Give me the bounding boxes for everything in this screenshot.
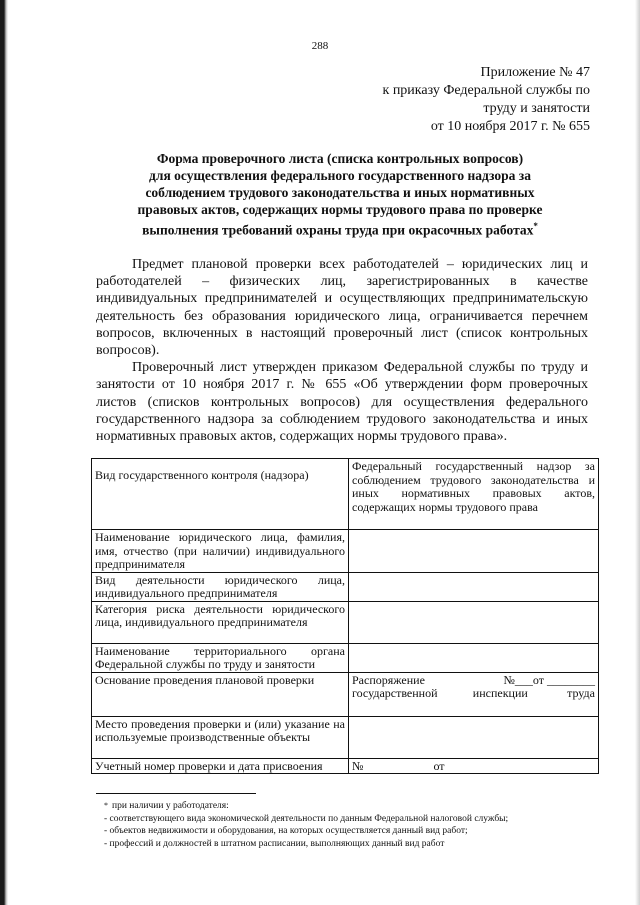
appendix-line-2: к приказу Федеральной службы по: [382, 83, 590, 98]
paragraph-subject: Предмет плановой проверки всех работодателей – юридических лиц и работодателей – физических лиц, зарегистрированных в качестве индивидуальных предпринимателей и осуществляющих предпринимательскую деятельность без образования юридического лица, ограничивается перечнем вопросов, включенных в настоящий проверочный лист (список контрольных вопросов).: [96, 257, 588, 359]
footnote-line-2: - соответствующего вида экономической деятельности по данным Федеральной налоговой службы;: [104, 813, 509, 824]
footnote-divider: [96, 793, 256, 794]
basis-inspection-word: инспекции: [472, 686, 528, 700]
scan-left-edge: [0, 0, 8, 905]
basis-labor-word: труда: [567, 686, 595, 700]
page-number: 288: [311, 40, 329, 52]
footnote-mark: *: [104, 801, 108, 810]
registration-number-sign: №: [352, 758, 364, 773]
control-type-value: Федеральный государственный надзор за соблюдением трудового законодательства и иных нормативных правовых актов, содержащих нормы трудового права: [349, 459, 599, 530]
activity-value[interactable]: [349, 572, 599, 601]
basis-order-number: №___от ________: [503, 672, 595, 687]
table-row: [92, 758, 599, 774]
basis-label: Основание проведения плановой проверки: [92, 672, 349, 716]
risk-category-value[interactable]: [349, 601, 599, 643]
basis-state-word: государственной: [352, 686, 438, 700]
activity-label: Вид деятельности юридического лица, индивидуального предпринимателя: [92, 572, 349, 601]
entity-name-label: Наименование юридического лица, фамилия, имя, отчество (при наличии) индивидуального предпринимателя: [92, 530, 349, 573]
title-line-1: Форма проверочного листа (списка контрольных вопросов): [156, 151, 524, 166]
checklist-table: [91, 458, 599, 774]
place-label: Место проведения проверки и (или) указание на используемые производственные объекты: [92, 716, 349, 758]
document-title: [100, 150, 580, 239]
territorial-body-value[interactable]: [349, 643, 599, 672]
basis-order-word: Распоряжение: [352, 672, 425, 687]
body-text: [96, 256, 588, 445]
table-row: [92, 716, 599, 758]
title-line-4: правовых актов, содержащих нормы трудового права по проверке: [137, 202, 543, 217]
footnote-line-3: - объектов недвижимости и оборудования, на которых осуществляется данный вид работ;: [104, 826, 468, 836]
title-line-5: выполнения требований охраны труда при окрасочных работах: [142, 222, 534, 238]
table-row: [92, 672, 599, 716]
title-footnote-mark: *: [533, 221, 538, 231]
footnotes: [104, 800, 584, 850]
paragraph-approval: Проверочный лист утвержден приказом Федеральной службы по труду и занятости от 10 ноября 2017 г. № 655 «Об утверждении форм проверочных листов (списков контрольных вопросов) для осуществления федерального государственного надзора за соблюдением трудового законодательства и иных нормативных правовых актов, содержащих нормы трудового права».: [96, 360, 588, 445]
registration-date-word: от: [433, 758, 445, 773]
basis-value[interactable]: [349, 672, 599, 716]
footnote-line-1: [104, 800, 584, 813]
risk-category-label: Категория риска деятельности юридического лица, индивидуального предпринимателя: [92, 601, 349, 643]
basis-value-line-2: [352, 687, 595, 701]
control-type-label: Вид государственного контроля (надзора): [92, 459, 349, 530]
scan-right-edge: [635, 0, 640, 905]
title-line-2: для осуществления федерального государственного надзора за: [149, 168, 531, 183]
appendix-line-3: труду и занятости: [483, 101, 590, 116]
table-row: [92, 601, 599, 643]
registration-value[interactable]: [349, 758, 599, 774]
appendix-line-4: от 10 ноября 2017 г. № 655: [430, 119, 590, 134]
table-row: [92, 643, 599, 672]
footnote-line-4: - профессий и должностей в штатном расписании, выполняющих данный вид работ: [104, 838, 445, 849]
registration-label: Учетный номер проверки и дата присвоения: [92, 758, 349, 774]
table-row: [92, 572, 599, 601]
table-row: [92, 459, 599, 530]
footnote-intro: при наличии у работодателя:: [112, 801, 229, 811]
title-line-3: соблюдением трудового законодательства и иных нормативных: [145, 185, 535, 200]
appendix-header: [330, 64, 590, 136]
title-line-5-wrap: [100, 218, 580, 239]
appendix-line-1: Приложение № 47: [480, 65, 590, 80]
table-row: [92, 530, 599, 573]
entity-name-value[interactable]: [349, 530, 599, 573]
place-value[interactable]: [349, 716, 599, 758]
basis-value-line-1: [352, 674, 595, 688]
territorial-body-label: Наименование территориального органа Федеральной службы по труду и занятости: [92, 643, 349, 672]
